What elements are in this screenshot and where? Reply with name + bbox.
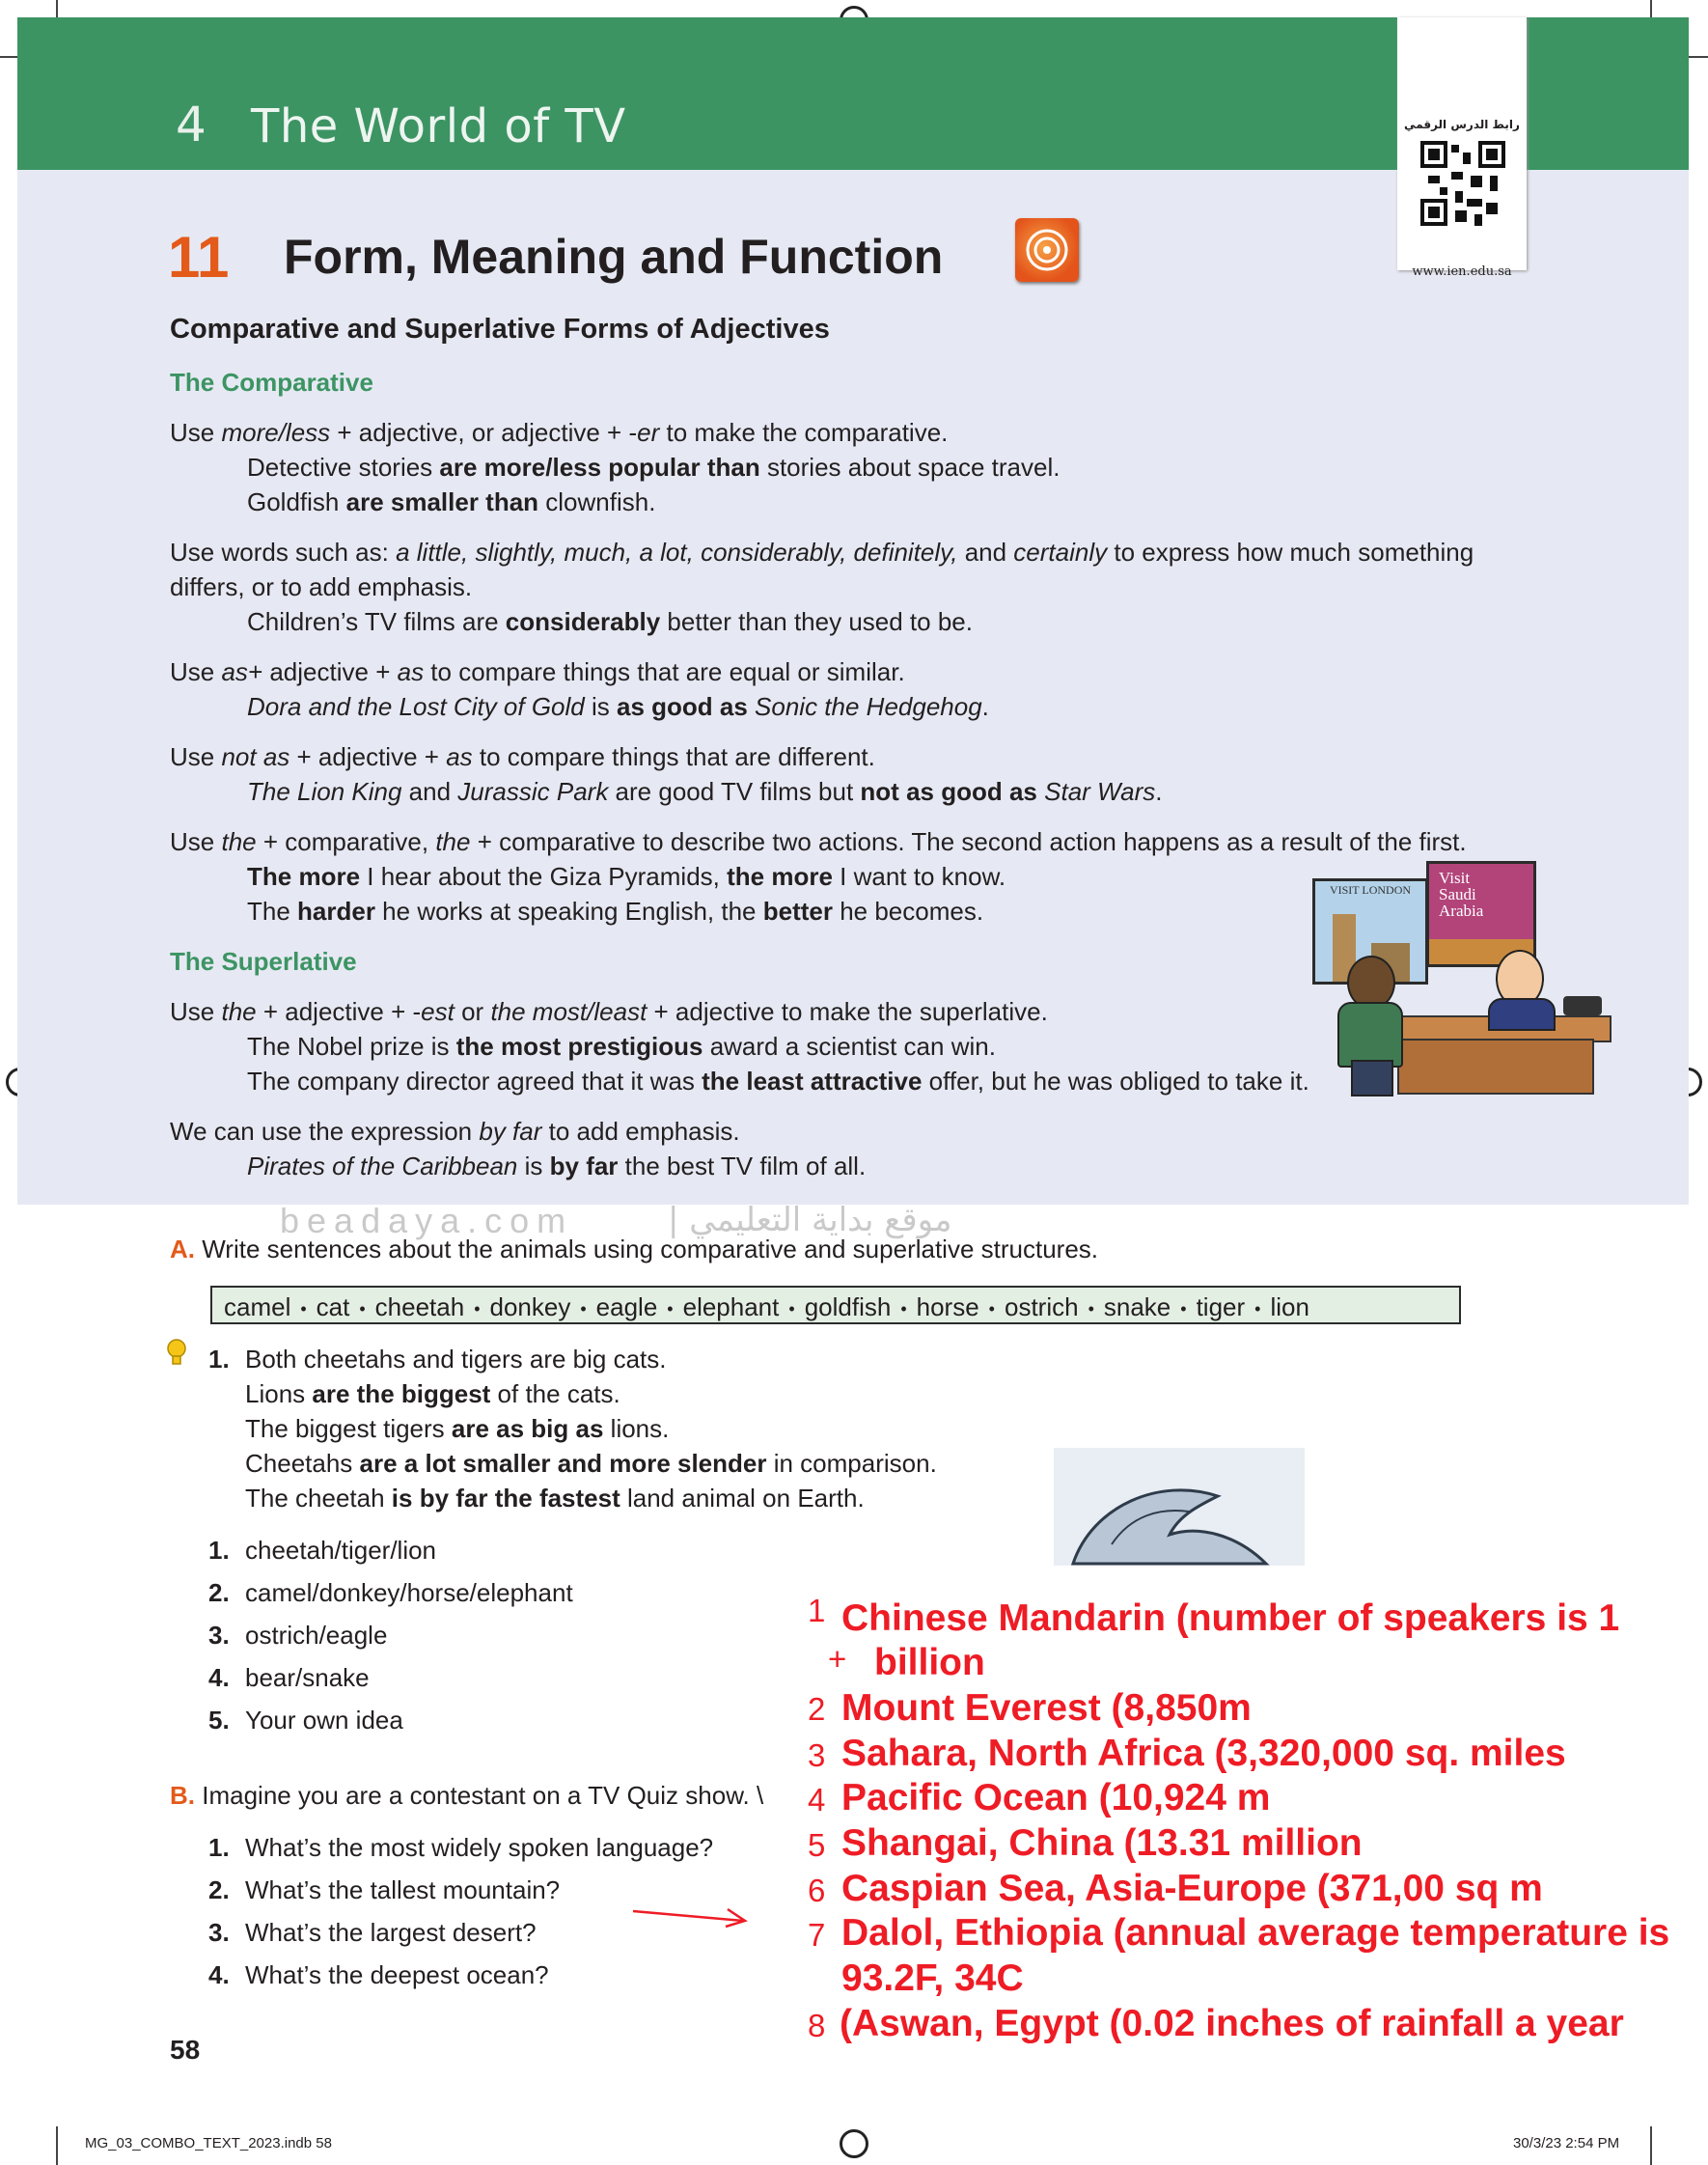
answer-number: 8 xyxy=(808,2008,826,2043)
poster-london: VISIT LONDON xyxy=(1312,878,1428,985)
rule-text: Use as+ adjective + as to compare things that are equal or similar. xyxy=(170,657,905,686)
list-item: 2. What’s the tallest mountain? xyxy=(208,1875,561,1904)
answer-text: Chinese Mandarin (number of speakers is 1 xyxy=(841,1597,1620,1639)
word-item: horse xyxy=(916,1292,979,1321)
word-item: tiger xyxy=(1196,1292,1246,1321)
word-item: cat xyxy=(316,1292,350,1321)
crop-mark xyxy=(1650,2126,1652,2165)
answer-number: 1 xyxy=(808,1593,826,1628)
rule-text: Use not as + adjective + as to compare things that are different. xyxy=(170,742,875,771)
lesson-number: 11 xyxy=(168,225,230,290)
registration-mark-icon xyxy=(840,2129,868,2158)
answer-number: 6 xyxy=(808,1873,826,1908)
model-answer: 1. Both cheetahs and tigers are big cats. Lions are the biggest of the cats. The biggest tigers are as big as lions. Cheetahs are a lot smaller and more slender in comparison. The cheetah is by far the fastest land animal on Earth. xyxy=(208,1345,937,1513)
word-item: snake xyxy=(1103,1292,1171,1321)
watermark-arabic: موقع بداية التعليمي | xyxy=(668,1201,952,1239)
word-item: lion xyxy=(1270,1292,1309,1321)
answer-text: Mount Everest (8,850m xyxy=(841,1687,1252,1729)
list-item: 1. cheetah/tiger/lion xyxy=(208,1536,437,1565)
list-item: 3. ostrich/eagle xyxy=(208,1621,388,1650)
answer-text: Caspian Sea, Asia-Europe (371,00 sq m xyxy=(841,1868,1543,1909)
word-item: donkey xyxy=(489,1292,571,1321)
superlative-heading: The Superlative xyxy=(170,947,357,976)
dolphin-illustration xyxy=(1054,1448,1305,1566)
qr-panel[interactable] xyxy=(1397,17,1527,279)
comparative-heading: The Comparative xyxy=(170,368,373,397)
list-item: 5. Your own idea xyxy=(208,1706,403,1735)
rule-text: Use more/less + adjective, or adjective + -er to make the comparative. xyxy=(170,418,949,447)
list-item: 4. bear/snake xyxy=(208,1663,370,1692)
word-item: goldfish xyxy=(804,1292,892,1321)
rule-text: Use the + comparative, the + comparative to describe two actions. The second action happens as a result of the first. xyxy=(170,827,1467,856)
example-text: Dora and the Lost City of Gold is as good as Sonic the Hedgehog. xyxy=(247,692,989,721)
answer-text: (Aswan, Egypt (0.02 inches of rainfall a year xyxy=(840,2003,1624,2044)
exercise-a-instruction: A. Write sentences about the animals using comparative and superlative structures. xyxy=(170,1235,1099,1263)
digital-lesson-icon[interactable] xyxy=(1015,218,1079,282)
word-item: eagle xyxy=(595,1292,658,1321)
answer-number: + xyxy=(828,1641,847,1677)
list-item: 1. What’s the most widely spoken language? xyxy=(208,1833,714,1862)
rule-text: Use the + adjective + -est or the most/least + adjective to make the superlative. xyxy=(170,997,1048,1026)
answer-number: 5 xyxy=(808,1827,826,1863)
answer-number: 3 xyxy=(808,1737,826,1773)
word-item: cheetah xyxy=(374,1292,465,1321)
example-text: Goldfish are smaller than clownfish. xyxy=(247,487,656,516)
example-text: The company director agreed that it was the least attractive offer, but he was obliged to take it. xyxy=(247,1067,1309,1096)
list-item: 3. What’s the largest desert? xyxy=(208,1918,537,1947)
example-text: Pirates of the Caribbean is by far the best TV film of all. xyxy=(247,1152,867,1180)
unit-title: The World of TV xyxy=(251,99,626,153)
poster-saudi: Visit Saudi Arabia xyxy=(1426,861,1536,967)
answer-text: billion xyxy=(874,1642,985,1683)
footer-timestamp: 30/3/23 2:54 PM xyxy=(1513,2135,1620,2151)
lightbulb-icon xyxy=(166,1338,187,1371)
word-item: camel xyxy=(224,1292,291,1321)
exercise-a-list xyxy=(208,1529,573,1741)
answer-text: Sahara, North Africa (3,320,000 sq. miles xyxy=(841,1733,1566,1774)
qr-code-icon[interactable] xyxy=(1420,141,1505,257)
answer-text: Pacific Ocean (10,924 m xyxy=(841,1777,1271,1818)
answer-text: 93.2F, 34C xyxy=(841,1957,1024,1999)
example-text: Children’s TV films are considerably better than they used to be. xyxy=(247,607,973,636)
rule-text: Use words such as: a little, slightly, much, a lot, considerably, definitely, and certainly to express how much something differs, or to add emphasis. xyxy=(170,538,1474,601)
example-text: The more I hear about the Giza Pyramids, the more I want to know. xyxy=(247,862,1006,891)
answer-text: Shangai, China (13.31 million xyxy=(841,1822,1363,1864)
section-title: Comparative and Superlative Forms of Adjectives xyxy=(170,314,830,345)
word-item: elephant xyxy=(682,1292,780,1321)
word-box: camel • cat • cheetah • donkey • eagle • elephant • goldfish • horse • ostrich • snake • tiger • lion xyxy=(210,1286,1461,1324)
rule-text: We can use the expression by far to add emphasis. xyxy=(170,1117,740,1146)
page-number: 58 xyxy=(170,2035,201,2065)
list-item: 2. camel/donkey/horse/elephant xyxy=(208,1578,573,1607)
answer-number: 2 xyxy=(808,1691,826,1727)
qr-caption: رابط الدرس الرقمي xyxy=(1404,118,1520,131)
crop-mark xyxy=(56,2126,58,2165)
arrow-right-icon xyxy=(631,1900,753,1929)
list-item: 4. What’s the deepest ocean? xyxy=(208,1960,549,1989)
answer-text: Dalol, Ethiopia (annual average temperature is xyxy=(841,1912,1670,1954)
answer-number: 4 xyxy=(808,1782,826,1818)
answer-number: 7 xyxy=(808,1917,826,1953)
word-item: ostrich xyxy=(1004,1292,1079,1321)
example-text: The Nobel prize is the most prestigious award a scientist can win. xyxy=(247,1032,996,1061)
example-text: The Lion King and Jurassic Park are good TV films but not as good as Star Wars. xyxy=(247,777,1163,806)
unit-number: 4 xyxy=(176,97,207,153)
example-text: Detective stories are more/less popular than stories about space travel. xyxy=(247,453,1061,482)
lesson-title: Form, Meaning and Function xyxy=(284,230,944,284)
qr-url[interactable]: www.ien.edu.sa xyxy=(1412,264,1512,279)
footer-file-info: MG_03_COMBO_TEXT_2023.indb 58 xyxy=(85,2135,332,2151)
exercise-b-instruction: B. Imagine you are a contestant on a TV Quiz show. \ xyxy=(170,1781,764,1810)
example-text: The harder he works at speaking English, the better he becomes. xyxy=(247,897,984,926)
watermark-text: beadaya.com xyxy=(280,1201,574,1240)
